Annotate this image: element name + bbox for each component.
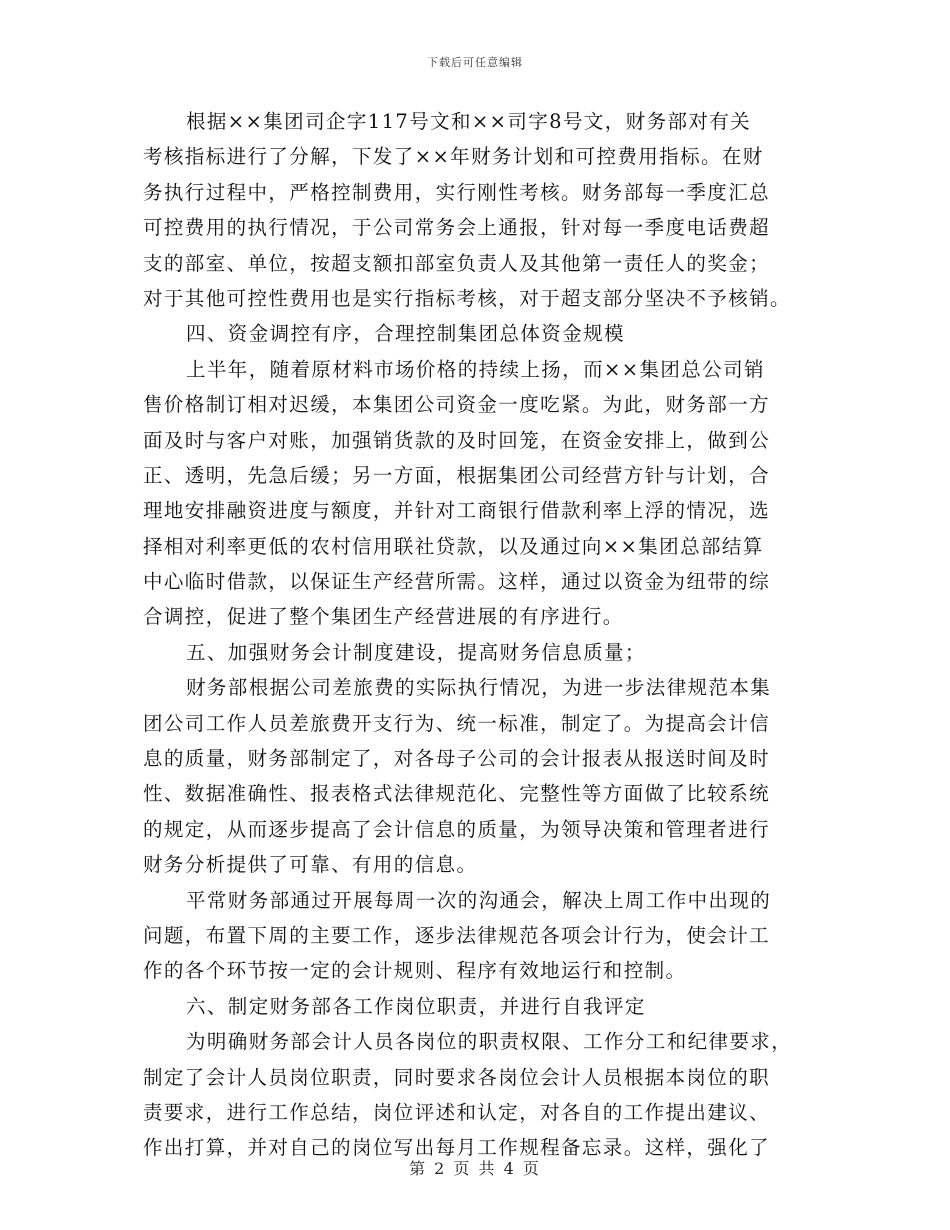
text-line: 财务分析提供了可靠、有用的信息。: [143, 853, 478, 877]
page-header: 下载后可任意编辑: [427, 56, 523, 69]
text-line: 理地安排融资进度与额度，并针对工商银行借款利率上浮的情况，选: [143, 499, 771, 523]
text-line: 考核指标进行了分解，下发了××年财务计划和可控费用指标。在财: [143, 145, 764, 169]
text-line: 问题，布置下周的主要工作，逐步法律规范各项会计行为，使会计工: [143, 923, 771, 947]
text-line: 的规定，从而逐步提高了会计信息的质量，为领导决策和管理者进行: [143, 817, 771, 841]
text-line: 责要求，进行工作总结，岗位评述和认定，对各自的工作提出建议、: [143, 1100, 771, 1124]
text-line: 上半年，随着原材料市场价格的持续上扬，而××集团总公司销: [186, 357, 765, 381]
text-line: 作出打算，并对自己的岗位写出每月工作规程备忘录。这样，强化了: [143, 1136, 771, 1160]
text-line: 根据××集团司企字117号文和××司字8号文，财务部对有关: [186, 110, 752, 133]
text-line: 可控费用的执行情况，于公司常务会上通报，针对每一季度电话费超: [143, 216, 771, 240]
text-line: 息的质量，财务部制定了，对各母子公司的会计报表从报送时间及时: [143, 747, 771, 771]
section-heading: 四、资金调控有序，合理控制集团总体资金规模: [186, 322, 625, 346]
text-line: 支的部室、单位，按超支额扣部室负责人及其他第一责任人的奖金；: [143, 251, 771, 275]
text-line: 合调控，促进了整个集团生产经营进展的有序进行。: [143, 605, 624, 629]
text-line: 售价格制订相对迟缓，本集团公司资金一度吃紧。为此，财务部一方: [143, 393, 771, 417]
text-line: 务执行过程中，严格控制费用，实行刚性考核。财务部每一季度汇总: [143, 180, 771, 204]
section-heading: 五、加强财务会计制度建设，提高财务信息质量；: [186, 640, 646, 664]
text-line: 性、数据准确性、报表格式法律规范化、完整性等方面做了比较系统: [143, 782, 771, 806]
text-line: 制定了会计人员岗位职责，同时要求各岗位会计人员根据本岗位的职: [143, 1065, 771, 1089]
text-line: 中心临时借款，以保证生产经营所需。这样，通过以资金为纽带的综: [143, 570, 771, 594]
page-footer: 第 2 页 共 4 页: [409, 1159, 541, 1178]
text-line: 正、透明，先急后缓；另一方面，根据集团公司经营方针与计划，合: [143, 463, 771, 487]
document-body: [143, 104, 813, 1166]
text-line: 为明确财务部会计人员各岗位的职责权限、工作分工和纪律要求，: [186, 1030, 793, 1054]
text-line: 面及时与客户对账，加强销货款的及时回笼，在资金安排上，做到公: [143, 428, 771, 452]
text-line: 作的各个环节按一定的会计规则、程序有效地运行和控制。: [143, 959, 687, 983]
text-line: 财务部根据公司差旅费的实际执行情况，为进一步法律规范本集: [186, 676, 772, 700]
text-line: 团公司工作人员差旅费开支行为、统一标准，制定了。为提高会计信: [143, 711, 771, 735]
text-line: 对于其他可控性费用也是实行指标考核，对于超支部分坚决不予核销。: [143, 286, 791, 310]
section-heading: 六、制定财务部各工作岗位职责，并进行自我评定: [186, 994, 646, 1018]
text-line: 平常财务部通过开展每周一次的沟通会，解决上周工作中出现的: [186, 888, 772, 912]
text-line: 择相对利率更低的农村信用联社贷款，以及通过向××集团总部结算: [143, 534, 764, 558]
